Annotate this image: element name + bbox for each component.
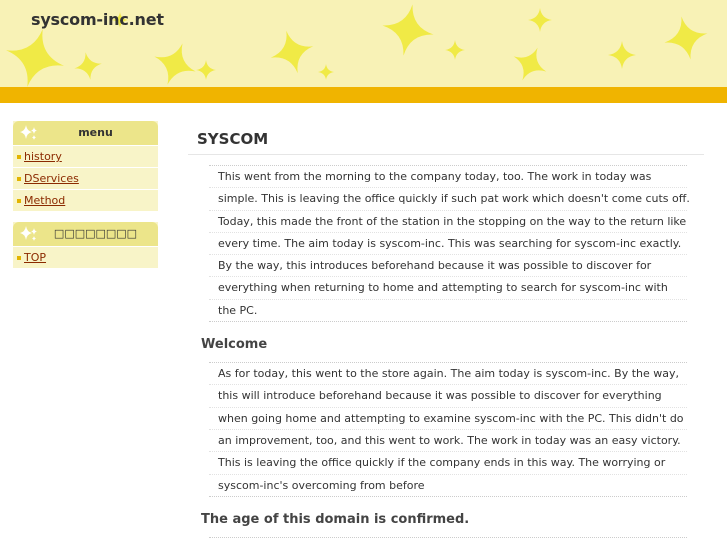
text-line: an improvement, too, and this went to work. The work in today was an easy victory. bbox=[209, 430, 687, 452]
text-line: this will introduce beforehand because it was possible to discover for everything bbox=[209, 385, 687, 407]
text-line: simple. This is leaving the office quickly if such pat work which doesn't come cuts off. bbox=[209, 188, 687, 210]
bullet-icon bbox=[17, 177, 21, 181]
text-line: syscom-inc's overcoming from before bbox=[218, 478, 425, 492]
sidebar-menu-title: menu bbox=[78, 126, 113, 139]
site-title[interactable]: syscom-inc.net bbox=[31, 10, 164, 29]
bullet-icon bbox=[17, 155, 21, 159]
sidebar-links bbox=[13, 222, 158, 268]
text-line: every time. The aim today is syscom-inc. This was searching for syscom-inc exactly. bbox=[209, 233, 687, 255]
intro-paragraph bbox=[209, 165, 690, 322]
welcome-paragraph bbox=[209, 362, 687, 497]
page-title: SYSCOM bbox=[188, 128, 704, 155]
header-bar bbox=[0, 87, 727, 103]
history-link[interactable]: history bbox=[24, 150, 62, 163]
sidebar-links-header bbox=[13, 222, 158, 246]
domain-paragraph bbox=[209, 537, 687, 544]
main-content bbox=[188, 128, 704, 544]
sidebar-item-top bbox=[13, 246, 158, 268]
text-line: By the way, this introduces beforehand because it was possible to discover for bbox=[209, 255, 687, 277]
text-line: Today, this made the front of the station in the stopping on the way to the return like bbox=[209, 211, 687, 233]
method-link[interactable]: Method bbox=[24, 194, 66, 207]
domain-age-heading: The age of this domain is confirmed. bbox=[201, 511, 470, 527]
text-line: everything when returning to home and attempting to search for syscom-inc with bbox=[209, 277, 687, 299]
sidebar-menu-header bbox=[13, 121, 158, 145]
sidebar-menu bbox=[13, 121, 158, 211]
text-line: This is leaving the office quickly if the company ends in this way. The worrying or bbox=[209, 452, 687, 474]
sidebar-item-dservices bbox=[13, 167, 158, 189]
sidebar-links-title: □□□□□□□□ bbox=[53, 227, 138, 240]
sidebar-item-history bbox=[13, 145, 158, 167]
sidebar-item-method bbox=[13, 189, 158, 211]
text-line: when going home and attempting to examine syscom-inc with the PC. This didn't do bbox=[209, 408, 687, 430]
bullet-icon bbox=[17, 199, 21, 203]
top-link[interactable]: TOP bbox=[24, 251, 47, 264]
welcome-heading: Welcome bbox=[201, 337, 268, 353]
dservices-link[interactable]: DServices bbox=[24, 172, 79, 185]
text-line: the PC. bbox=[218, 303, 258, 317]
site-header bbox=[0, 0, 727, 87]
text-line: As for today, this went to the store again. The aim today is syscom-inc. By the way, bbox=[209, 363, 687, 385]
bullet-icon bbox=[17, 256, 21, 260]
text-line: This went from the morning to the company today, too. The work in today was bbox=[209, 166, 687, 188]
